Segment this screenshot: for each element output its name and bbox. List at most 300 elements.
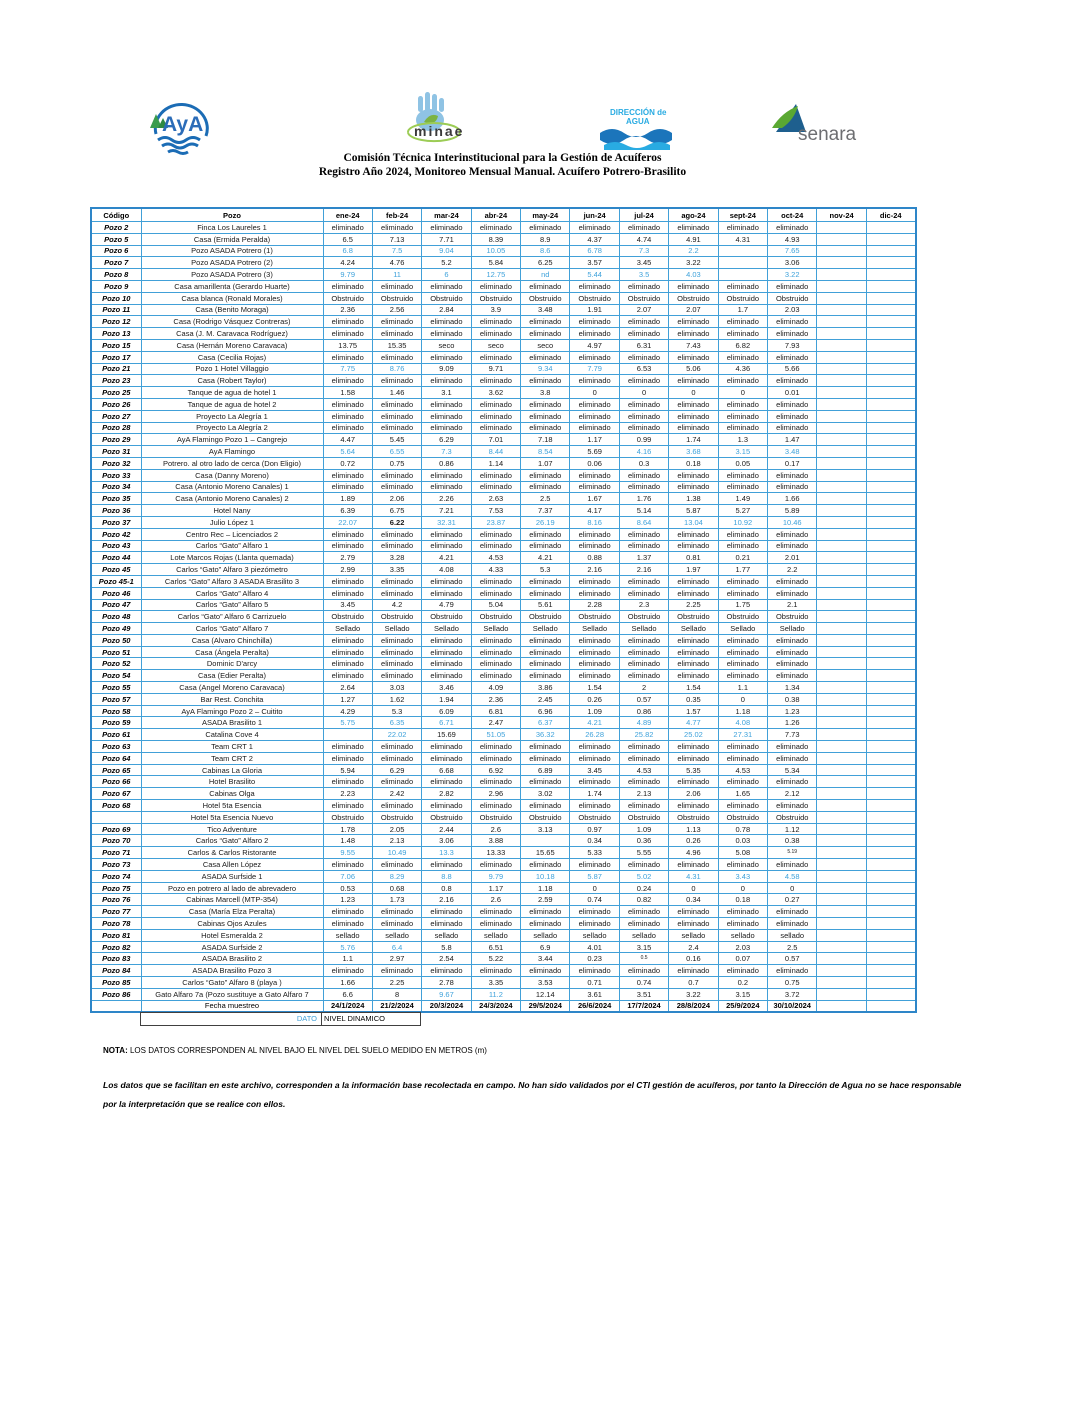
value-cell: 2.36: [471, 693, 520, 705]
value-cell: eliminado: [768, 752, 817, 764]
value-cell: [817, 422, 866, 434]
well-name-cell: Lote Marcos Rojas (Llanta quemada): [141, 552, 323, 564]
well-name-cell: Potrero. al otro lado de cerca (Don Eligio): [141, 457, 323, 469]
well-name-cell: Hotel 5ta Esencia: [141, 800, 323, 812]
value-cell: 6.96: [521, 705, 570, 717]
value-cell: eliminado: [323, 469, 372, 481]
value-cell: 0: [669, 882, 718, 894]
value-cell: eliminado: [521, 575, 570, 587]
value-cell: 4.17: [570, 505, 619, 517]
value-cell: eliminado: [372, 398, 421, 410]
value-cell: 6.09: [422, 705, 471, 717]
value-cell: 1.09: [570, 705, 619, 717]
dato-label: DATO: [140, 1012, 322, 1026]
value-cell: [817, 269, 866, 281]
value-cell: 3.72: [768, 988, 817, 1000]
value-cell: [866, 505, 915, 517]
value-cell: eliminado: [422, 906, 471, 918]
value-cell: 2.4: [669, 941, 718, 953]
value-cell: 0.06: [570, 457, 619, 469]
minae-logo: [396, 90, 478, 155]
value-cell: [866, 894, 915, 906]
code-cell: Pozo 58: [91, 705, 141, 717]
code-cell: Pozo 32: [91, 457, 141, 469]
value-cell: 2.64: [323, 682, 372, 694]
value-cell: 2.84: [422, 304, 471, 316]
value-cell: eliminado: [669, 316, 718, 328]
well-name-cell: Casa Allen López: [141, 859, 323, 871]
code-cell: Pozo 43: [91, 540, 141, 552]
value-cell: [866, 941, 915, 953]
value-cell: eliminado: [372, 528, 421, 540]
value-cell: eliminado: [570, 540, 619, 552]
value-cell: [817, 906, 866, 918]
value-cell: eliminado: [718, 375, 767, 387]
value-cell: eliminado: [323, 859, 372, 871]
value-cell: eliminado: [718, 351, 767, 363]
value-cell: [817, 741, 866, 753]
well-name-cell: AyA Flamingo Pozo 2 – Cuitito: [141, 705, 323, 717]
value-cell: [866, 835, 915, 847]
value-cell: eliminado: [619, 528, 668, 540]
value-cell: 0.35: [669, 693, 718, 705]
note-line: [103, 1046, 487, 1055]
value-cell: 4.91: [669, 233, 718, 245]
value-cell: eliminado: [422, 965, 471, 977]
value-cell: 0.38: [768, 693, 817, 705]
column-header: abr-24: [471, 208, 520, 222]
value-cell: eliminado: [718, 752, 767, 764]
value-cell: Obstruido: [718, 811, 767, 823]
value-cell: 26.28: [570, 729, 619, 741]
value-cell: 2.82: [422, 788, 471, 800]
value-cell: 0.07: [718, 953, 767, 965]
value-cell: eliminado: [570, 646, 619, 658]
value-cell: [718, 245, 767, 257]
value-cell: sellado: [570, 929, 619, 941]
value-cell: 2.13: [372, 835, 421, 847]
value-cell: 12.75: [471, 269, 520, 281]
value-cell: eliminado: [323, 422, 372, 434]
value-cell: [817, 457, 866, 469]
value-cell: sellado: [768, 929, 817, 941]
value-cell: eliminado: [669, 800, 718, 812]
value-cell: eliminado: [323, 752, 372, 764]
value-cell: [866, 741, 915, 753]
value-cell: eliminado: [669, 859, 718, 871]
table-row: [91, 599, 916, 611]
value-cell: eliminado: [570, 670, 619, 682]
code-cell: Pozo 46: [91, 587, 141, 599]
value-cell: eliminado: [521, 222, 570, 234]
value-cell: 2.79: [323, 552, 372, 564]
value-cell: 0.2: [718, 977, 767, 989]
value-cell: 8.76: [372, 363, 421, 375]
value-cell: eliminado: [570, 410, 619, 422]
value-cell: 1.27: [323, 693, 372, 705]
value-cell: eliminado: [521, 800, 570, 812]
value-cell: 2.26: [422, 493, 471, 505]
value-cell: Obstruido: [619, 811, 668, 823]
value-cell: 1.57: [669, 705, 718, 717]
column-header: sept-24: [718, 208, 767, 222]
value-cell: eliminado: [718, 398, 767, 410]
table-row: [91, 623, 916, 635]
value-cell: eliminado: [718, 540, 767, 552]
value-cell: 6.51: [471, 941, 520, 953]
value-cell: eliminado: [570, 918, 619, 930]
value-cell: 2.6: [471, 894, 520, 906]
code-cell: Pozo 44: [91, 552, 141, 564]
value-cell: [817, 304, 866, 316]
value-cell: eliminado: [669, 906, 718, 918]
minae-text: minae: [414, 123, 465, 139]
well-name-cell: Casa (Ermida Peralda): [141, 233, 323, 245]
value-cell: 3.48: [768, 446, 817, 458]
value-cell: [866, 587, 915, 599]
value-cell: [866, 776, 915, 788]
value-cell: eliminado: [619, 222, 668, 234]
value-cell: sellado: [471, 929, 520, 941]
column-header: ago-24: [669, 208, 718, 222]
value-cell: 3.02: [521, 788, 570, 800]
value-cell: 3.22: [669, 257, 718, 269]
value-cell: eliminado: [619, 965, 668, 977]
value-cell: eliminado: [718, 469, 767, 481]
well-name-cell: Finca Los Laureles 1: [141, 222, 323, 234]
value-cell: [817, 564, 866, 576]
table-row: [91, 375, 916, 387]
value-cell: eliminado: [521, 670, 570, 682]
value-cell: 4.36: [718, 363, 767, 375]
code-cell: Pozo 50: [91, 634, 141, 646]
value-cell: eliminado: [372, 316, 421, 328]
value-cell: Obstruido: [471, 611, 520, 623]
table-row: [91, 882, 916, 894]
table-row: [91, 953, 916, 965]
value-cell: 3.57: [570, 257, 619, 269]
value-cell: 2.59: [521, 894, 570, 906]
well-name-cell: Team CRT 1: [141, 741, 323, 753]
dato-row: [140, 1012, 421, 1026]
table-row: [91, 280, 916, 292]
value-cell: eliminado: [521, 375, 570, 387]
code-cell: Pozo 69: [91, 823, 141, 835]
value-cell: 0.5: [619, 953, 668, 965]
code-cell: Pozo 70: [91, 835, 141, 847]
value-cell: eliminado: [570, 741, 619, 753]
value-cell: seco: [521, 339, 570, 351]
fecha-label-cell: Fecha muestreo: [141, 1000, 323, 1012]
value-cell: 2.16: [619, 564, 668, 576]
table-row: [91, 481, 916, 493]
value-cell: 2.99: [323, 564, 372, 576]
code-cell: Pozo 36: [91, 505, 141, 517]
value-cell: eliminado: [471, 280, 520, 292]
value-cell: eliminado: [669, 646, 718, 658]
table-header-row: [91, 208, 916, 222]
value-cell: eliminado: [619, 587, 668, 599]
code-cell: Pozo 67: [91, 788, 141, 800]
value-cell: [817, 658, 866, 670]
table-row: [91, 292, 916, 304]
value-cell: 1.78: [323, 823, 372, 835]
value-cell: eliminado: [768, 351, 817, 363]
value-cell: 9.79: [323, 269, 372, 281]
value-cell: eliminado: [521, 422, 570, 434]
value-cell: eliminado: [669, 670, 718, 682]
value-cell: eliminado: [768, 222, 817, 234]
table-row: [91, 906, 916, 918]
value-cell: eliminado: [372, 222, 421, 234]
value-cell: 1.13: [669, 823, 718, 835]
value-cell: eliminado: [471, 575, 520, 587]
value-cell: Obstruido: [669, 611, 718, 623]
value-cell: eliminado: [471, 328, 520, 340]
table-row: [91, 469, 916, 481]
value-cell: eliminado: [768, 634, 817, 646]
code-cell: Pozo 76: [91, 894, 141, 906]
value-cell: 0.75: [768, 977, 817, 989]
value-cell: eliminado: [570, 398, 619, 410]
value-cell: eliminado: [372, 540, 421, 552]
value-cell: 22.07: [323, 516, 372, 528]
value-cell: 4.58: [768, 870, 817, 882]
value-cell: 8.64: [619, 516, 668, 528]
value-cell: [817, 682, 866, 694]
value-cell: 0.8: [422, 882, 471, 894]
value-cell: [817, 764, 866, 776]
value-cell: 2.06: [372, 493, 421, 505]
value-cell: 7.73: [768, 729, 817, 741]
value-cell: eliminado: [471, 634, 520, 646]
value-cell: 0.97: [570, 823, 619, 835]
value-cell: eliminado: [768, 280, 817, 292]
disclaimer-line1: Los datos que se facilitan en este archivo, corresponden a la información base recolectada en campo. No han sido validados por el CTI gestión de acuíferos, por tanto la Dirección de Agua no se hace responsable: [103, 1080, 962, 1090]
value-cell: [866, 269, 915, 281]
value-cell: 0: [570, 882, 619, 894]
code-cell: Pozo 11: [91, 304, 141, 316]
table-row: [91, 752, 916, 764]
value-cell: 2.07: [619, 304, 668, 316]
value-cell: [521, 835, 570, 847]
value-cell: eliminado: [669, 540, 718, 552]
value-cell: eliminado: [372, 776, 421, 788]
code-cell: Pozo 51: [91, 646, 141, 658]
value-cell: [817, 623, 866, 635]
value-cell: 1.54: [669, 682, 718, 694]
value-cell: eliminado: [521, 469, 570, 481]
value-cell: [817, 752, 866, 764]
column-header: ene-24: [323, 208, 372, 222]
value-cell: 10.49: [372, 847, 421, 859]
value-cell: 1.62: [372, 693, 421, 705]
value-cell: [718, 257, 767, 269]
value-cell: eliminado: [372, 658, 421, 670]
code-cell: Pozo 84: [91, 965, 141, 977]
value-cell: Sellado: [471, 623, 520, 635]
table-row: [91, 634, 916, 646]
table-row: [91, 339, 916, 351]
well-name-cell: Carlos “Gato” Alfaro 3 piezómetro: [141, 564, 323, 576]
value-cell: eliminado: [422, 540, 471, 552]
well-name-cell: Casa (Benito Moraga): [141, 304, 323, 316]
fecha-value-cell: 30/10/2024: [768, 1000, 817, 1012]
value-cell: 7.01: [471, 434, 520, 446]
well-name-cell: Casa (Robert Taylor): [141, 375, 323, 387]
value-cell: [718, 269, 767, 281]
well-name-cell: Casa (J. M. Caravaca Rodríguez): [141, 328, 323, 340]
well-name-cell: Casa (Alvaro Chinchilla): [141, 634, 323, 646]
value-cell: eliminado: [669, 528, 718, 540]
table-row: [91, 564, 916, 576]
value-cell: eliminado: [619, 741, 668, 753]
value-cell: 12.14: [521, 988, 570, 1000]
value-cell: [866, 800, 915, 812]
value-cell: [817, 292, 866, 304]
value-cell: [817, 552, 866, 564]
value-cell: 0: [718, 387, 767, 399]
table-row: [91, 328, 916, 340]
value-cell: [817, 575, 866, 587]
value-cell: 4.97: [570, 339, 619, 351]
value-cell: Obstruido: [718, 611, 767, 623]
value-cell: 0: [619, 387, 668, 399]
table-row: [91, 611, 916, 623]
value-cell: [817, 351, 866, 363]
value-cell: eliminado: [669, 410, 718, 422]
table-row: [91, 977, 916, 989]
value-cell: eliminado: [323, 906, 372, 918]
table-row: [91, 351, 916, 363]
value-cell: 5.02: [619, 870, 668, 882]
value-cell: [866, 977, 915, 989]
disclaimer: [103, 1076, 1088, 1114]
value-cell: eliminado: [570, 800, 619, 812]
value-cell: [817, 941, 866, 953]
value-cell: 6.4: [372, 941, 421, 953]
value-cell: 4.53: [718, 764, 767, 776]
value-cell: eliminado: [422, 670, 471, 682]
value-cell: 6.35: [372, 717, 421, 729]
value-cell: eliminado: [768, 776, 817, 788]
value-cell: 0.01: [768, 387, 817, 399]
value-cell: 0.72: [323, 457, 372, 469]
value-cell: eliminado: [372, 587, 421, 599]
value-cell: eliminado: [372, 859, 421, 871]
table-row: [91, 575, 916, 587]
value-cell: 0.18: [718, 894, 767, 906]
value-cell: 15.35: [372, 339, 421, 351]
code-cell: Pozo 13: [91, 328, 141, 340]
value-cell: 3.43: [718, 870, 767, 882]
value-cell: nd: [521, 269, 570, 281]
well-name-cell: Proyecto La Alegría 1: [141, 410, 323, 422]
column-header: oct-24: [768, 208, 817, 222]
value-cell: 5.87: [570, 870, 619, 882]
value-cell: [866, 422, 915, 434]
code-cell: Pozo 45-1: [91, 575, 141, 587]
value-cell: 2: [619, 682, 668, 694]
value-cell: 2.03: [718, 941, 767, 953]
value-cell: [866, 953, 915, 965]
value-cell: eliminado: [768, 528, 817, 540]
value-cell: 3.06: [422, 835, 471, 847]
value-cell: eliminado: [669, 481, 718, 493]
value-cell: 4.24: [323, 257, 372, 269]
value-cell: [866, 552, 915, 564]
value-cell: 7.5: [372, 245, 421, 257]
table-row: [91, 552, 916, 564]
value-cell: eliminado: [323, 398, 372, 410]
value-cell: [817, 328, 866, 340]
well-name-cell: Centro Rec – Licenciados 2: [141, 528, 323, 540]
value-cell: eliminado: [422, 776, 471, 788]
value-cell: eliminado: [619, 351, 668, 363]
table-row: [91, 670, 916, 682]
value-cell: eliminado: [323, 481, 372, 493]
value-cell: 4.76: [372, 257, 421, 269]
value-cell: [866, 375, 915, 387]
value-cell: [817, 339, 866, 351]
value-cell: 9.67: [422, 988, 471, 1000]
value-cell: eliminado: [570, 634, 619, 646]
value-cell: Obstruido: [521, 611, 570, 623]
table-row: [91, 457, 916, 469]
value-cell: eliminado: [570, 222, 619, 234]
value-cell: 1.26: [768, 717, 817, 729]
well-name-cell: Carlos “Gato” Alfaro 5: [141, 599, 323, 611]
code-cell: Pozo 7: [91, 257, 141, 269]
value-cell: eliminado: [422, 634, 471, 646]
value-cell: eliminado: [718, 587, 767, 599]
value-cell: sellado: [669, 929, 718, 941]
value-cell: eliminado: [570, 328, 619, 340]
value-cell: eliminado: [323, 328, 372, 340]
table-row: [91, 800, 916, 812]
value-cell: 6.9: [521, 941, 570, 953]
value-cell: 5.34: [768, 764, 817, 776]
value-cell: 7.3: [422, 446, 471, 458]
value-cell: [866, 906, 915, 918]
value-cell: 3.86: [521, 682, 570, 694]
value-cell: 0.38: [768, 835, 817, 847]
value-cell: eliminado: [521, 859, 570, 871]
value-cell: [866, 363, 915, 375]
value-cell: 0.57: [768, 953, 817, 965]
value-cell: Obstruido: [323, 292, 372, 304]
well-name-cell: Proyecto La Alegría 2: [141, 422, 323, 434]
value-cell: [817, 634, 866, 646]
value-cell: eliminado: [570, 422, 619, 434]
value-cell: [817, 670, 866, 682]
value-cell: 26.19: [521, 516, 570, 528]
value-cell: 1.89: [323, 493, 372, 505]
value-cell: 5.89: [768, 505, 817, 517]
value-cell: eliminado: [372, 741, 421, 753]
value-cell: eliminado: [768, 422, 817, 434]
value-cell: eliminado: [521, 280, 570, 292]
value-cell: 9.71: [471, 363, 520, 375]
table-row: [91, 929, 916, 941]
value-cell: 7.06: [323, 870, 372, 882]
value-cell: 0.23: [570, 953, 619, 965]
value-cell: 10.92: [718, 516, 767, 528]
value-cell: 1.09: [619, 823, 668, 835]
value-cell: [866, 575, 915, 587]
well-name-cell: Pozo ASADA Potrero (1): [141, 245, 323, 257]
value-cell: eliminado: [768, 398, 817, 410]
